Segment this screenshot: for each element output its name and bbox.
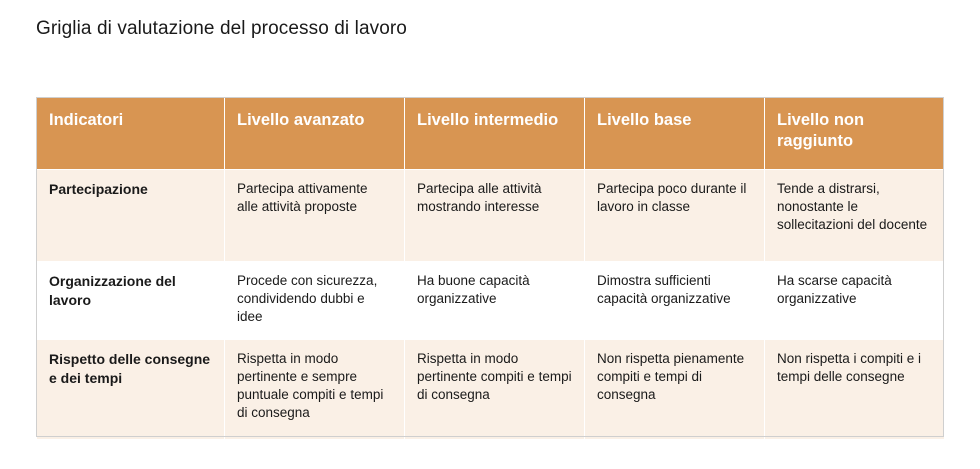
table-header-row [37,98,945,170]
table-body [37,170,945,440]
column-header-livello-non-raggiunto: Livello non raggiunto [765,98,945,170]
row-indicator-label: Organizzazione del lavoro [37,262,225,340]
cell-base: Dimostra sufficienti capacità organizzative [585,262,765,340]
cell-intermedio: Partecipa alle attività mostrando interesse [405,170,585,262]
table-row [37,339,945,439]
rubric-table-container [36,97,944,440]
cell-intermedio: Ha buone capacità organizzative [405,262,585,340]
row-indicator-label: Partecipazione [37,170,225,262]
cell-avanzato: Procede con sicurezza, condividendo dubbi e idee [225,262,405,340]
cell-non-raggiunto: Ha scarse capacità organizzative [765,262,945,340]
page-title: Griglia di valutazione del processo di lavoro [36,18,407,39]
cell-avanzato: Rispetta in modo pertinente e sempre puntuale compiti e tempi di consegna [225,339,405,439]
cell-non-raggiunto: Tende a distrarsi, nonostante le sollecitazioni del docente [765,170,945,262]
column-header-livello-intermedio: Livello intermedio [405,98,585,170]
cell-avanzato: Partecipa attivamente alle attività proposte [225,170,405,262]
column-header-livello-base: Livello base [585,98,765,170]
rubric-table [36,97,945,440]
column-header-indicatori: Indicatori [37,98,225,170]
cell-base: Partecipa poco durante il lavoro in classe [585,170,765,262]
table-header [37,98,945,170]
cell-base: Non rispetta pienamente compiti e tempi di consegna [585,339,765,439]
table-row [37,170,945,262]
cell-intermedio: Rispetta in modo pertinente compiti e tempi di consegna [405,339,585,439]
table-row [37,262,945,340]
column-header-livello-avanzato: Livello avanzato [225,98,405,170]
row-indicator-label: Rispetto delle consegne e dei tempi [37,339,225,439]
cell-non-raggiunto: Non rispetta i compiti e i tempi delle consegne [765,339,945,439]
